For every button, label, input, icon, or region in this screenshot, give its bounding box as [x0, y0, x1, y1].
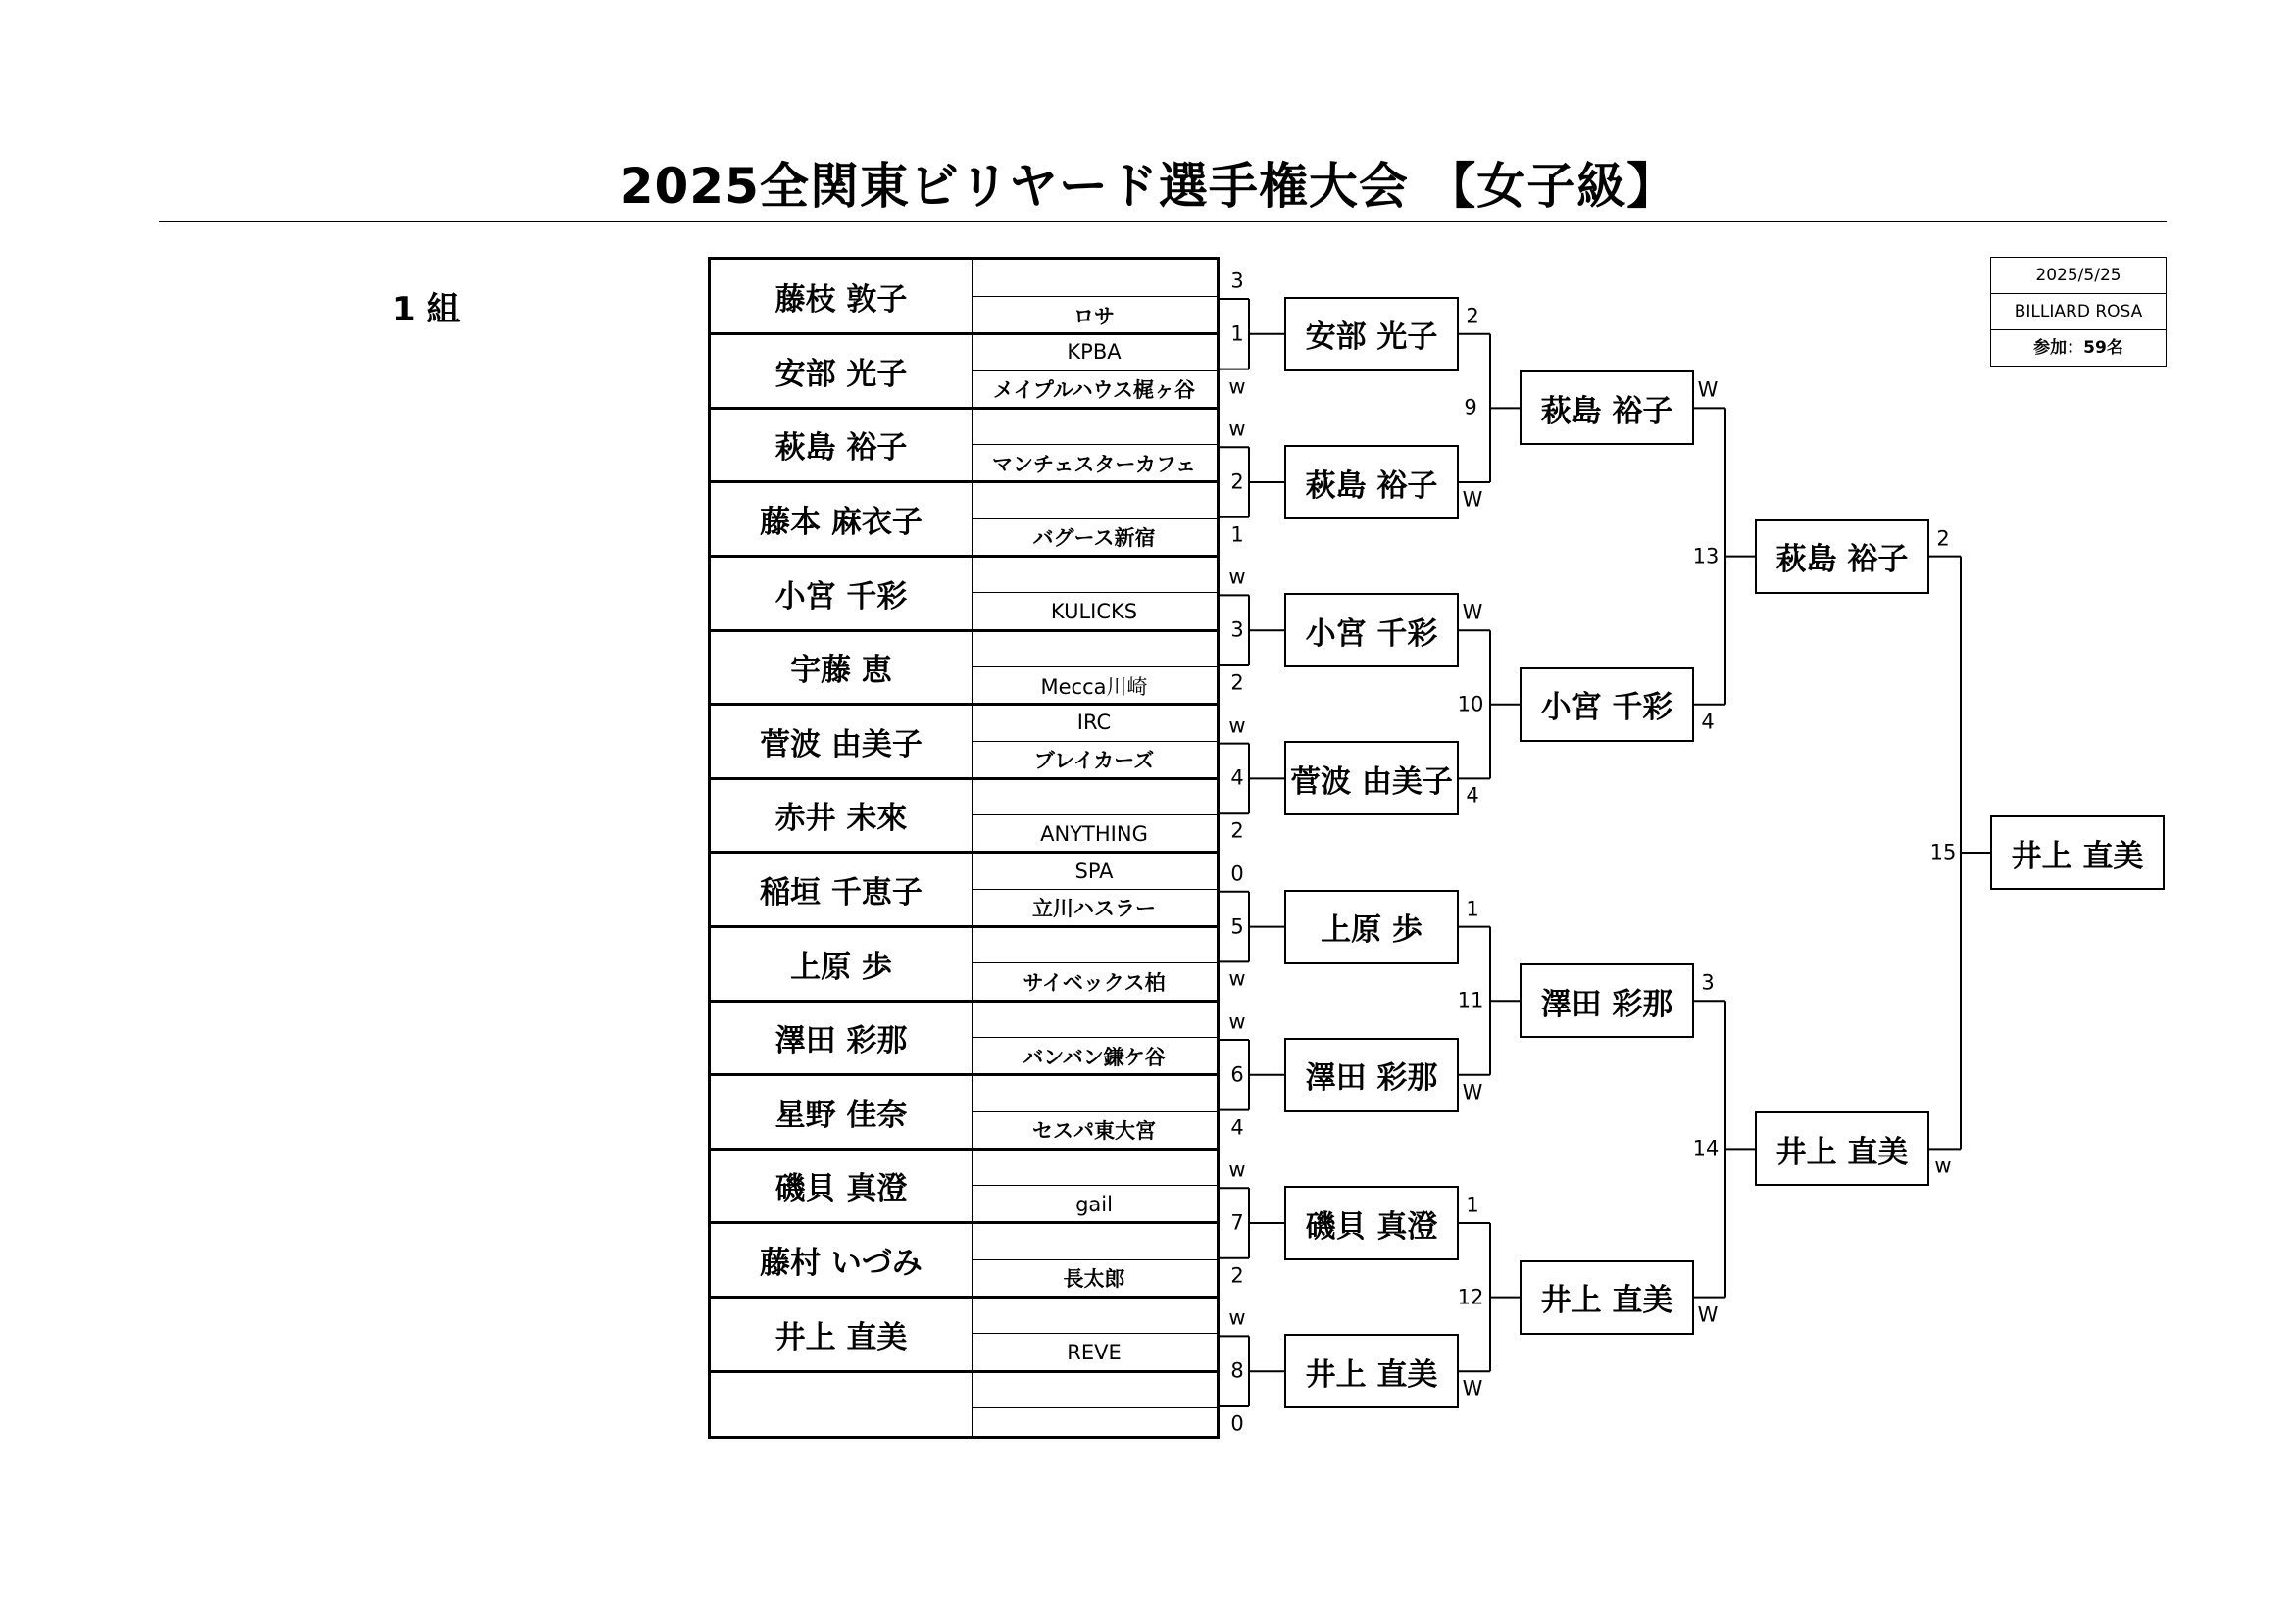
player-club: バンバン鎌ケ谷	[1023, 1045, 1166, 1069]
player-club: 立川ハスラー	[1032, 897, 1156, 921]
match-number: 11	[1457, 988, 1484, 1012]
player-club: マンチェスターカフェ	[992, 452, 1196, 476]
player-club: ロサ	[1073, 304, 1115, 328]
round1-winner: 菅波 由美子	[1284, 741, 1459, 815]
player-affiliation-upper: KPBA	[1067, 340, 1122, 365]
participant-count: 参加：59名	[1991, 329, 2166, 366]
player-name: 稲垣 千恵子	[760, 875, 923, 911]
round2-winner: 澤田 彩那	[1520, 963, 1694, 1038]
round1-winner: 磯貝 真澄	[1284, 1186, 1459, 1260]
match-number: 2	[1230, 469, 1244, 494]
match-score: W	[1697, 1303, 1719, 1327]
match-score: 2	[1230, 1263, 1244, 1288]
match-score: w	[1934, 1154, 1952, 1178]
match-score: 1	[1230, 522, 1244, 547]
match-score: 4	[1701, 710, 1715, 734]
player-affiliation-upper: IRC	[1076, 711, 1112, 735]
player-club: ブレイカーズ	[1033, 749, 1155, 773]
match-number: 4	[1230, 765, 1244, 790]
player-name: 井上 直美	[774, 1319, 908, 1355]
round1-winner: 井上 直美	[1284, 1334, 1459, 1408]
match-number: 5	[1230, 914, 1244, 939]
match-score: 0	[1230, 861, 1244, 886]
event-date: 2025/5/25	[2035, 266, 2121, 285]
event-venue: BILLIARD ROSA	[1991, 293, 2166, 329]
match-number: 12	[1457, 1285, 1484, 1309]
match-score: W	[1462, 1080, 1483, 1105]
match-number: 14	[1692, 1136, 1720, 1160]
player-name: 菅波 由美子	[760, 726, 923, 762]
player-name: 澤田 彩那	[774, 1023, 908, 1059]
match-score: w	[1228, 1305, 1246, 1330]
match-number: 6	[1230, 1062, 1244, 1087]
player-club: ANYTHING	[1040, 821, 1148, 846]
round3-winner: 井上 直美	[1755, 1111, 1929, 1186]
player-name: 萩島 裕子	[774, 430, 908, 467]
player-name: 宇藤 恵	[790, 653, 892, 689]
match-score: w	[1228, 565, 1246, 589]
round1-winner: 小宮 千彩	[1284, 593, 1459, 667]
match-number: 13	[1692, 544, 1720, 568]
player-name: 藤村 いづみ	[760, 1246, 923, 1282]
match-number: 3	[1230, 617, 1244, 642]
player-name: 藤枝 敦子	[774, 282, 908, 319]
player-name: 藤本 麻衣子	[760, 505, 923, 541]
match-score: W	[1697, 377, 1719, 402]
champion: 井上 直美	[1990, 815, 2165, 890]
match-score: w	[1228, 1009, 1246, 1034]
match-score: W	[1462, 600, 1483, 624]
match-score: w	[1228, 966, 1246, 991]
player-club: サイベックス柏	[1023, 971, 1166, 996]
match-score: 3	[1230, 269, 1244, 293]
round2-winner: 井上 直美	[1520, 1260, 1694, 1335]
match-score: w	[1228, 374, 1246, 399]
match-number: 9	[1464, 395, 1477, 419]
player-club: 長太郎	[1063, 1267, 1125, 1292]
player-name: 星野 佳奈	[774, 1097, 908, 1133]
match-score: w	[1228, 713, 1246, 738]
round2-winner: 萩島 裕子	[1520, 370, 1694, 445]
player-name: 磯貝 真澄	[774, 1171, 908, 1207]
match-score: w	[1228, 1157, 1246, 1182]
match-score: 2	[1466, 304, 1479, 328]
player-club: gail	[1075, 1192, 1113, 1216]
match-score: 4	[1230, 1115, 1244, 1140]
match-score: 1	[1466, 897, 1479, 921]
round1-winner: 上原 歩	[1284, 890, 1459, 964]
match-number: 1	[1230, 321, 1244, 346]
player-club: セスパ東大宮	[1032, 1119, 1156, 1144]
player-club: REVE	[1067, 1341, 1122, 1365]
match-score: 0	[1230, 1411, 1244, 1436]
player-affiliation-upper: SPA	[1074, 859, 1114, 883]
player-name: 小宮 千彩	[774, 578, 908, 615]
match-number: 7	[1230, 1210, 1244, 1235]
match-score: 1	[1466, 1193, 1479, 1217]
round1-winner: 萩島 裕子	[1284, 445, 1459, 519]
round3-winner: 萩島 裕子	[1755, 519, 1929, 594]
player-name: 安部 光子	[774, 356, 908, 392]
match-score: W	[1462, 487, 1483, 512]
match-score: 2	[1230, 670, 1244, 695]
player-name: 上原 歩	[790, 949, 892, 985]
group-label: 1 組	[392, 290, 461, 329]
match-number: 15	[1929, 840, 1957, 864]
match-score: 4	[1466, 783, 1479, 808]
match-score: W	[1462, 1376, 1483, 1401]
round2-winner: 小宮 千彩	[1520, 667, 1694, 742]
round1-winner: 安部 光子	[1284, 297, 1459, 371]
match-score: 2	[1230, 818, 1244, 843]
match-score: 3	[1701, 970, 1715, 995]
player-club: Mecca川崎	[1040, 674, 1148, 699]
round1-winner: 澤田 彩那	[1284, 1038, 1459, 1112]
match-score: 2	[1936, 526, 1950, 551]
page-title: 2025全関東ビリヤード選手権大会 【女子級】	[619, 158, 1677, 215]
player-club: バグース新宿	[1032, 526, 1156, 551]
player-club: メイプルハウス梶ヶ谷	[992, 378, 1195, 403]
match-score: w	[1228, 417, 1246, 441]
match-number: 8	[1230, 1358, 1244, 1383]
player-club: KULICKS	[1050, 600, 1138, 624]
match-number: 10	[1457, 692, 1484, 716]
player-name: 赤井 未來	[774, 801, 908, 837]
